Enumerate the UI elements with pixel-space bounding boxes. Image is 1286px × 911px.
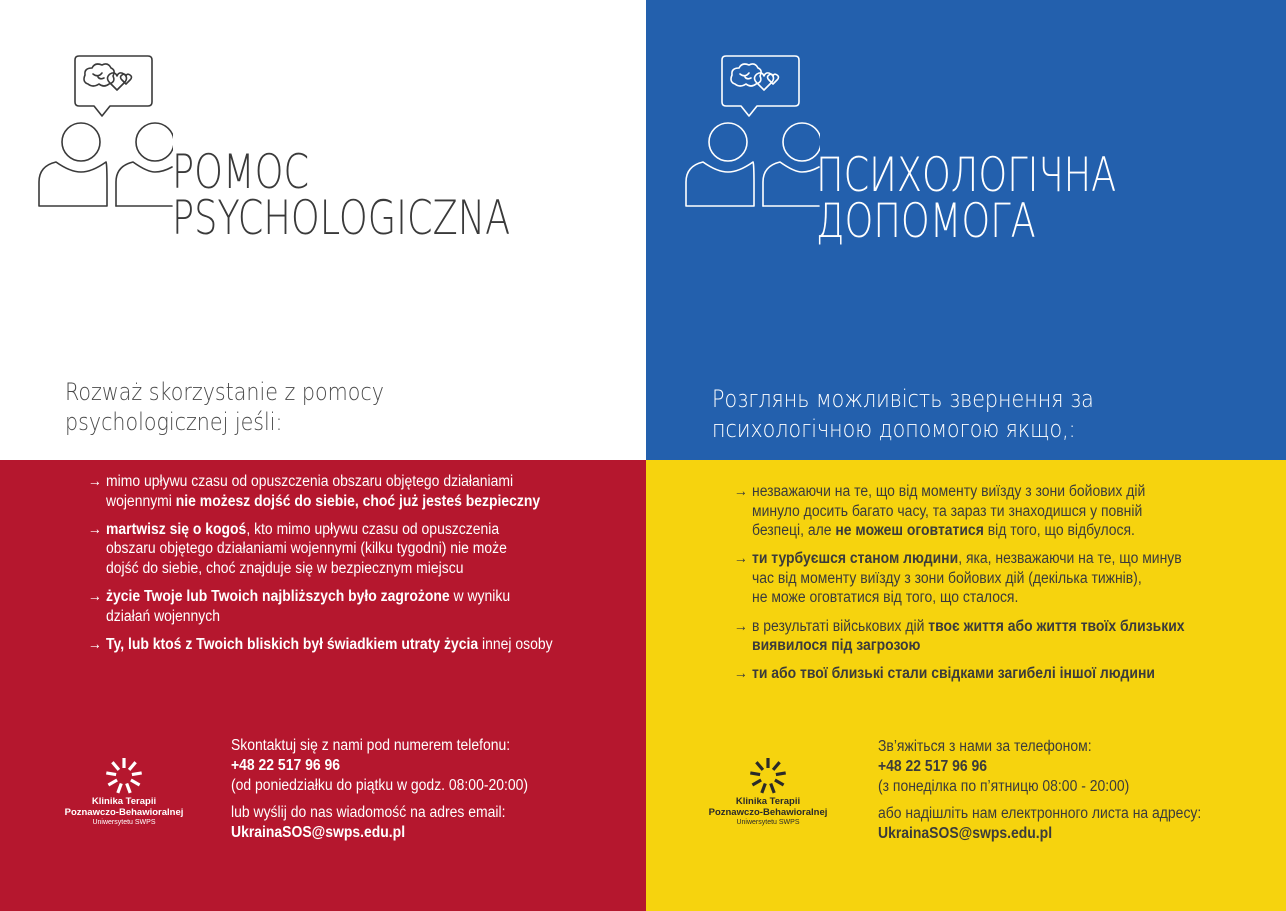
contact-hours: (od poniedziałku do piątku w godz. 08:00-20:00) <box>231 776 529 794</box>
bullet-text: час від моменту виїзду з зони бойових дій (декілька тижнів), <box>752 569 1142 587</box>
logo-line-3: Uniwersytetu SWPS <box>92 819 156 826</box>
bullet-emphasis: nie możesz dojść do siebie, choć już jesteś bezpieczny <box>175 492 541 510</box>
contact-info <box>878 737 1201 844</box>
page-title <box>816 148 1117 249</box>
email-link[interactable]: UkrainaSOS@swps.edu.pl <box>878 825 1053 843</box>
brain-hearts-icon <box>84 64 132 90</box>
arrow-right-icon: → <box>88 587 102 605</box>
clinic-sunburst-logo <box>748 756 788 796</box>
two-people-speech-bubble-icon <box>685 54 820 210</box>
contact-hours: (з понеділка по п’ятницю 08:00 - 20:00) <box>878 777 1130 795</box>
bullet-text: від того, що відбулося. <box>983 522 1135 540</box>
title-line-2: ДОПОМОГА <box>816 194 1036 249</box>
email-intro: lub wyślij do nas wiadomość na adres email: <box>231 804 506 822</box>
bullet-text: , kto mimo upływu czasu od opuszczenia <box>246 520 500 538</box>
two-people-speech-bubble-icon <box>38 54 173 210</box>
bullet-emphasis: ти або твої близькі стали свідками загибелі іншої людини <box>752 665 1155 683</box>
arrow-right-icon: → <box>734 550 748 568</box>
clinic-logo <box>54 756 194 827</box>
ukrainian-details-panel <box>646 460 1286 911</box>
bullet-emphasis: życie Twoje lub Twoich najbliższych było zagrożone <box>106 587 450 605</box>
contact-intro: Зв’яжіться з нами за телефоном: <box>878 738 1092 755</box>
page-title <box>172 145 511 246</box>
arrow-right-icon: → <box>734 483 748 500</box>
logo-line-3: Uniwersytetu SWPS <box>736 819 800 826</box>
list-item <box>734 549 1185 608</box>
list-item <box>88 587 553 626</box>
bullet-text: dojść do siebie, choć znajduje się w bezpiecznym miejscu <box>106 559 464 577</box>
bullet-text: безпеці, але <box>752 522 836 540</box>
criteria-list <box>88 472 553 663</box>
bullet-emphasis: не можеш оговтатися <box>835 522 984 540</box>
clinic-logo <box>698 756 838 827</box>
lead-text <box>65 377 384 437</box>
polish-header-panel <box>0 0 646 460</box>
bullet-text: wojennymi <box>106 492 176 510</box>
lead-line-2: psychologicznej jeśli: <box>65 408 283 436</box>
criteria-list <box>734 482 1185 692</box>
bullet-emphasis: виявилося під загрозою <box>752 637 921 655</box>
list-item <box>88 472 553 511</box>
clinic-sunburst-logo <box>104 756 144 796</box>
bullet-text: mimo upływu czasu od opuszczenia obszaru objętego działaniami <box>106 473 514 490</box>
bullet-text: , яка, незважаючи на те, що минув <box>958 550 1182 568</box>
bullet-text: innej osoby <box>478 635 553 653</box>
bullet-text: в результаті військових дій <box>752 617 929 635</box>
bullet-emphasis: Ty, lub ktoś z Twoich bliskich był świadkiem utraty życia <box>106 635 479 653</box>
logo-line-1: Klinika Terapii <box>735 796 801 807</box>
arrow-right-icon: → <box>734 617 748 635</box>
contact-intro: Skontaktuj się z nami pod numerem telefonu: <box>231 737 511 754</box>
list-item <box>734 664 1185 684</box>
bullet-text: не може оговтатися від того, що сталося. <box>752 589 1019 607</box>
brain-hearts-icon <box>731 64 779 90</box>
arrow-right-icon: → <box>88 635 102 653</box>
phone-link[interactable]: +48 22 517 96 96 <box>231 756 340 774</box>
bullet-emphasis: твоє життя або життя твоїх близьких <box>928 617 1185 635</box>
phone-link[interactable]: +48 22 517 96 96 <box>878 757 987 775</box>
lead-text <box>712 384 1094 444</box>
bullet-text: obszaru objętego działaniami wojennymi (kilku tygodni) nie może <box>106 540 507 558</box>
title-line-1: POMOC <box>172 145 310 200</box>
bullet-text: незважаючи на те, що від моменту виїзду з зони бойових дій <box>752 483 1146 500</box>
lead-line-2: психологічною допомогою якщо,: <box>712 415 1076 443</box>
polish-details-panel <box>0 460 646 911</box>
contact-info <box>231 736 528 843</box>
bullet-emphasis: ти турбуєшся станом людини <box>752 550 959 568</box>
logo-line-1: Klinika Terapii <box>91 796 157 807</box>
list-item <box>88 520 553 579</box>
email-intro: або надішліть нам електронного листа на адресу: <box>878 805 1202 823</box>
list-item <box>734 482 1185 541</box>
logo-line-2: Poznawczo-Behawioralnej <box>708 807 828 818</box>
arrow-right-icon: → <box>88 520 102 538</box>
list-item <box>88 635 553 655</box>
title-line-1: ПСИХОЛОГІЧНА <box>816 148 1117 203</box>
bullet-text: минуло досить багато часу, та зараз ти знаходишся у повній <box>752 502 1143 520</box>
bullet-emphasis: martwisz się o kogoś <box>106 520 247 538</box>
bullet-text: w wyniku <box>449 587 511 605</box>
arrow-right-icon: → <box>734 665 748 683</box>
title-line-2: PSYCHOLOGICZNA <box>172 191 511 246</box>
ukrainian-header-panel <box>646 0 1286 460</box>
logo-line-2: Poznawczo-Behawioralnej <box>64 807 184 818</box>
lead-line-1: Rozważ skorzystanie z pomocy <box>65 378 384 406</box>
list-item <box>734 617 1185 656</box>
bullet-text: działań wojennych <box>106 607 221 625</box>
email-link[interactable]: UkrainaSOS@swps.edu.pl <box>231 824 406 842</box>
arrow-right-icon: → <box>88 473 102 490</box>
lead-line-1: Розглянь можливість звернення за <box>712 385 1094 413</box>
